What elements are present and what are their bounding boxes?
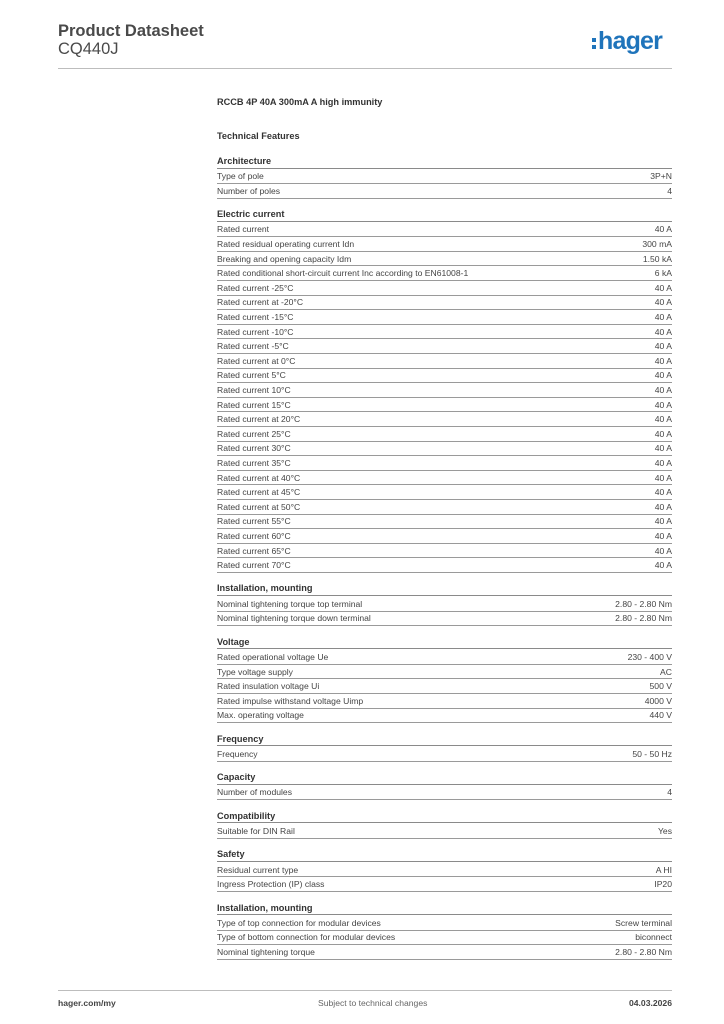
feature-value: 2.80 - 2.80 Nm <box>615 947 672 958</box>
feature-label: Rated current 10°C <box>217 385 291 396</box>
feature-label: Rated current at 40°C <box>217 472 301 483</box>
section-title: Installation, mounting <box>217 902 672 916</box>
feature-section <box>217 771 672 800</box>
feature-value: 40 A <box>654 385 672 396</box>
feature-section <box>217 208 672 573</box>
feature-row <box>217 383 672 398</box>
section-title: Voltage <box>217 636 672 650</box>
feature-row <box>217 471 672 486</box>
feature-value: 4 <box>667 787 672 798</box>
section-title: Electric current <box>217 208 672 222</box>
section-title: Compatibility <box>217 810 672 824</box>
feature-label: Number of poles <box>217 185 281 196</box>
feature-row <box>217 515 672 530</box>
feature-label: Nominal tightening torque down terminal <box>217 613 371 624</box>
feature-value: 40 A <box>654 516 672 527</box>
feature-value: 40 A <box>654 501 672 512</box>
feature-section <box>217 848 672 892</box>
feature-value: 40 A <box>654 326 672 337</box>
feature-label: Rated current -5°C <box>217 341 289 352</box>
document-header <box>58 22 204 58</box>
logo-dots-icon <box>592 38 596 49</box>
feature-label: Max. operating voltage <box>217 710 304 721</box>
feature-row <box>217 824 672 839</box>
feature-row <box>217 529 672 544</box>
feature-row <box>217 442 672 457</box>
technical-features-heading: Technical Features <box>217 131 300 141</box>
feature-value: 40 A <box>654 530 672 541</box>
feature-row <box>217 863 672 878</box>
section-title: Installation, mounting <box>217 582 672 596</box>
feature-row <box>217 252 672 267</box>
feature-label: Rated current 30°C <box>217 443 291 454</box>
feature-label: Residual current type <box>217 864 299 875</box>
feature-label: Type of bottom connection for modular devices <box>217 932 396 943</box>
feature-row <box>217 877 672 892</box>
feature-value: Yes <box>657 826 672 837</box>
feature-label: Rated current <box>217 224 270 235</box>
feature-row <box>217 945 672 960</box>
feature-row <box>217 612 672 627</box>
feature-row <box>217 237 672 252</box>
logo-text: hager <box>598 27 663 55</box>
feature-row <box>217 310 672 325</box>
feature-row <box>217 281 672 296</box>
feature-row <box>217 427 672 442</box>
feature-label: Rated current 25°C <box>217 428 291 439</box>
feature-label: Rated insulation voltage Ui <box>217 681 320 692</box>
feature-value: 1.50 kA <box>642 253 672 264</box>
feature-value: 40 A <box>654 312 672 323</box>
feature-value: 40 A <box>654 487 672 498</box>
feature-label: Rated current 70°C <box>217 560 291 571</box>
feature-value: 40 A <box>654 399 672 410</box>
feature-value: 40 A <box>654 370 672 381</box>
feature-label: Nominal tightening torque top terminal <box>217 598 363 609</box>
feature-label: Rated current at -20°C <box>217 297 304 308</box>
feature-row <box>217 597 672 612</box>
feature-section <box>217 810 672 839</box>
feature-row <box>217 354 672 369</box>
feature-value: 40 A <box>654 282 672 293</box>
feature-label: Type voltage supply <box>217 666 293 677</box>
feature-section <box>217 582 672 626</box>
feature-value: Screw terminal <box>615 917 672 928</box>
feature-value: 440 V <box>649 710 672 721</box>
feature-label: Rated current 5°C <box>217 370 286 381</box>
feature-value: 500 V <box>649 681 672 692</box>
feature-section <box>217 636 672 723</box>
feature-row <box>217 398 672 413</box>
feature-label: Rated current 15°C <box>217 399 291 410</box>
feature-row <box>217 679 672 694</box>
feature-label: Number of modules <box>217 787 292 798</box>
feature-row <box>217 665 672 680</box>
feature-row <box>217 916 672 931</box>
product-title: RCCB 4P 40A 300mA A high immunity <box>217 97 383 107</box>
feature-label: Rated residual operating current Idn <box>217 239 355 250</box>
feature-value: 40 A <box>654 443 672 454</box>
feature-value: 40 A <box>654 355 672 366</box>
feature-label: Type of top connection for modular devices <box>217 917 381 928</box>
feature-value: 2.80 - 2.80 Nm <box>615 598 672 609</box>
feature-label: Type of pole <box>217 171 264 182</box>
feature-label: Rated current 60°C <box>217 530 291 541</box>
feature-row <box>217 456 672 471</box>
feature-sections <box>217 155 672 960</box>
section-title: Frequency <box>217 733 672 747</box>
feature-label: Nominal tightening torque <box>217 947 315 958</box>
feature-value: 6 kA <box>654 268 672 279</box>
feature-label: Ingress Protection (IP) class <box>217 879 325 890</box>
feature-label: Rated current 55°C <box>217 516 291 527</box>
feature-label: Rated current at 0°C <box>217 355 296 366</box>
document-title: Product Datasheet <box>58 22 204 40</box>
feature-value: 40 A <box>654 224 672 235</box>
footer-notice: Subject to technical changes <box>318 998 428 1008</box>
feature-row <box>217 412 672 427</box>
feature-row <box>217 223 672 238</box>
footer-divider <box>58 990 672 991</box>
feature-value: 50 - 50 Hz <box>632 748 672 759</box>
feature-label: Rated current -15°C <box>217 312 294 323</box>
feature-row <box>217 931 672 946</box>
feature-row <box>217 184 672 199</box>
feature-label: Rated current at 20°C <box>217 414 301 425</box>
feature-value: 40 A <box>654 560 672 571</box>
section-title: Architecture <box>217 155 672 169</box>
section-title: Capacity <box>217 771 672 785</box>
feature-value: 230 - 400 V <box>627 651 672 662</box>
feature-row <box>217 786 672 801</box>
feature-label: Breaking and opening capacity Idm <box>217 253 352 264</box>
section-title: Safety <box>217 848 672 862</box>
feature-label: Rated current at 45°C <box>217 487 301 498</box>
feature-label: Rated current 65°C <box>217 545 291 556</box>
header-divider <box>58 68 672 69</box>
product-code: CQ440J <box>58 40 119 58</box>
feature-value: 40 A <box>654 428 672 439</box>
feature-value: 4 <box>667 185 672 196</box>
feature-label: Frequency <box>217 748 258 759</box>
feature-value: 40 A <box>654 297 672 308</box>
feature-row <box>217 694 672 709</box>
feature-label: Suitable for DIN Rail <box>217 826 295 837</box>
feature-value: 40 A <box>654 341 672 352</box>
feature-value: biconnect <box>635 932 672 943</box>
feature-row <box>217 485 672 500</box>
feature-label: Rated current 35°C <box>217 457 291 468</box>
feature-section <box>217 902 672 960</box>
feature-value: 40 A <box>654 457 672 468</box>
feature-value: 2.80 - 2.80 Nm <box>615 613 672 624</box>
datasheet-content <box>217 95 672 969</box>
feature-row <box>217 558 672 573</box>
footer-website: hager.com/my <box>58 998 116 1008</box>
feature-section <box>217 155 672 199</box>
feature-value: 40 A <box>654 545 672 556</box>
feature-label: Rated operational voltage Ue <box>217 651 329 662</box>
feature-value: A HI <box>655 864 672 875</box>
feature-label: Rated impulse withstand voltage Uimp <box>217 695 364 706</box>
footer-date: 04.03.2026 <box>628 998 672 1008</box>
feature-value: 40 A <box>654 414 672 425</box>
feature-label: Rated current at 50°C <box>217 501 301 512</box>
feature-label: Rated conditional short-circuit current Inc according to EN61008-1 <box>217 268 469 279</box>
feature-row <box>217 266 672 281</box>
feature-row <box>217 709 672 724</box>
feature-section <box>217 733 672 762</box>
feature-value: 3P+N <box>650 171 672 182</box>
hager-logo <box>592 28 662 54</box>
feature-row <box>217 325 672 340</box>
feature-row <box>217 369 672 384</box>
feature-row <box>217 339 672 354</box>
feature-row <box>217 296 672 311</box>
feature-value: 300 mA <box>642 239 672 250</box>
feature-value: 40 A <box>654 472 672 483</box>
feature-value: AC <box>660 666 672 677</box>
feature-row <box>217 170 672 185</box>
feature-value: IP20 <box>654 879 672 890</box>
feature-row <box>217 500 672 515</box>
feature-row <box>217 650 672 665</box>
feature-row <box>217 747 672 762</box>
feature-row <box>217 544 672 559</box>
feature-value: 4000 V <box>644 695 672 706</box>
feature-label: Rated current -10°C <box>217 326 294 337</box>
feature-label: Rated current -25°C <box>217 282 294 293</box>
